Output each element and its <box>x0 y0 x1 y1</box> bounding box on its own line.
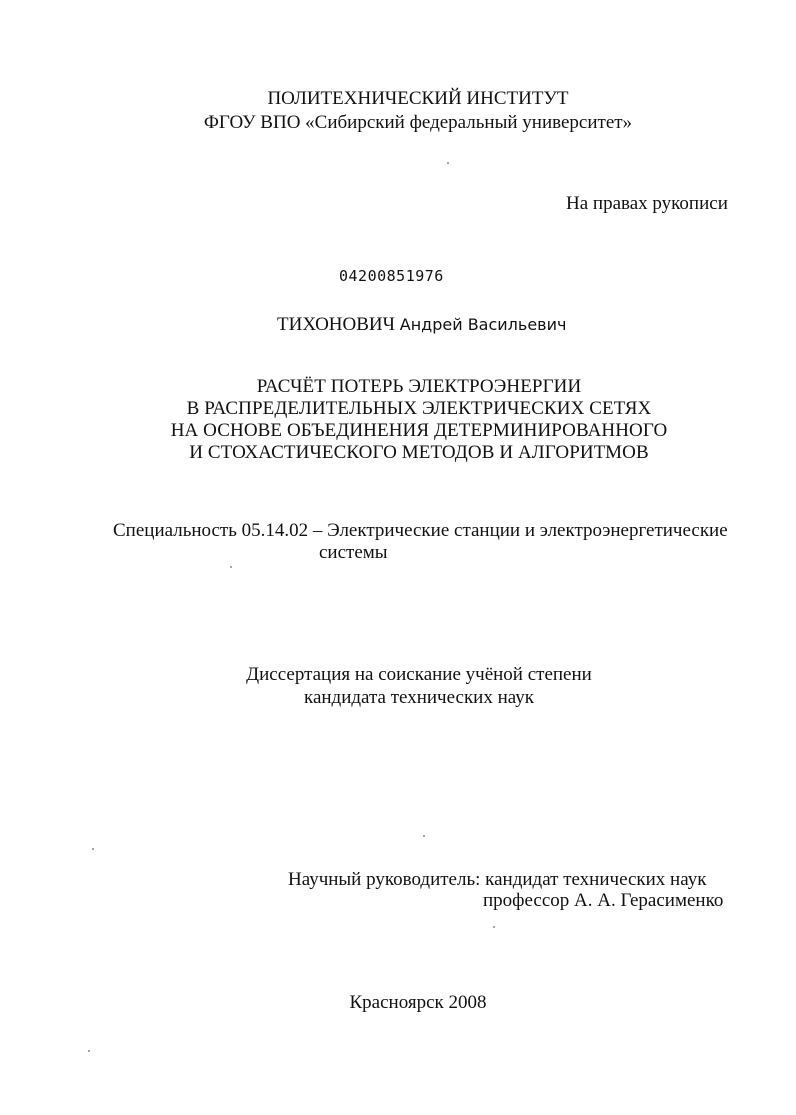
university-name: ФГОУ ВПО «Сибирский федеральный университет» <box>203 112 633 133</box>
scan-speck <box>447 162 449 164</box>
specialty-line-2: системы <box>319 542 388 563</box>
place-year: Красноярск 2008 <box>349 992 487 1013</box>
author-name <box>277 314 566 336</box>
title-line: И СТОХАСТИЧЕСКОГО МЕТОДОВ И АЛГОРИТМОВ <box>189 442 649 463</box>
scan-speck <box>88 1050 90 1052</box>
scan-speck <box>423 835 425 837</box>
institute-name: ПОЛИТЕХНИЧЕСКИЙ ИНСТИТУТ <box>267 88 569 109</box>
catalog-number: 04200851976 <box>339 267 444 285</box>
title-line: НА ОСНОВЕ ОБЪЕДИНЕНИЯ ДЕТЕРМИНИРОВАННОГО <box>170 420 668 441</box>
supervisor-line-1: Научный руководитель: кандидат технических наук <box>288 869 707 890</box>
scan-speck <box>92 848 94 850</box>
title-line: В РАСПРЕДЕЛИТЕЛЬНЫХ ЭЛЕКТРИЧЕСКИХ СЕТЯХ <box>186 398 652 419</box>
scan-speck <box>230 566 232 568</box>
specialty-line-1: Специальность 05.14.02 – Электрические станции и электроэнергетические <box>113 520 728 541</box>
title-line: РАСЧЁТ ПОТЕРЬ ЭЛЕКТРОЭНЕРГИИ <box>256 376 582 397</box>
degree-line-1: Диссертация на соискание учёной степени <box>246 664 592 685</box>
degree-line-2: кандидата технических наук <box>304 687 534 708</box>
supervisor-line-2: профессор А. А. Герасименко <box>483 890 724 911</box>
manuscript-note: На правах рукописи <box>566 193 728 214</box>
author-surname: ТИХОНОВИЧ <box>277 314 395 335</box>
author-given-names: Андрей Васильевич <box>399 315 567 334</box>
dissertation-title <box>0 376 796 464</box>
scan-speck <box>493 926 495 928</box>
